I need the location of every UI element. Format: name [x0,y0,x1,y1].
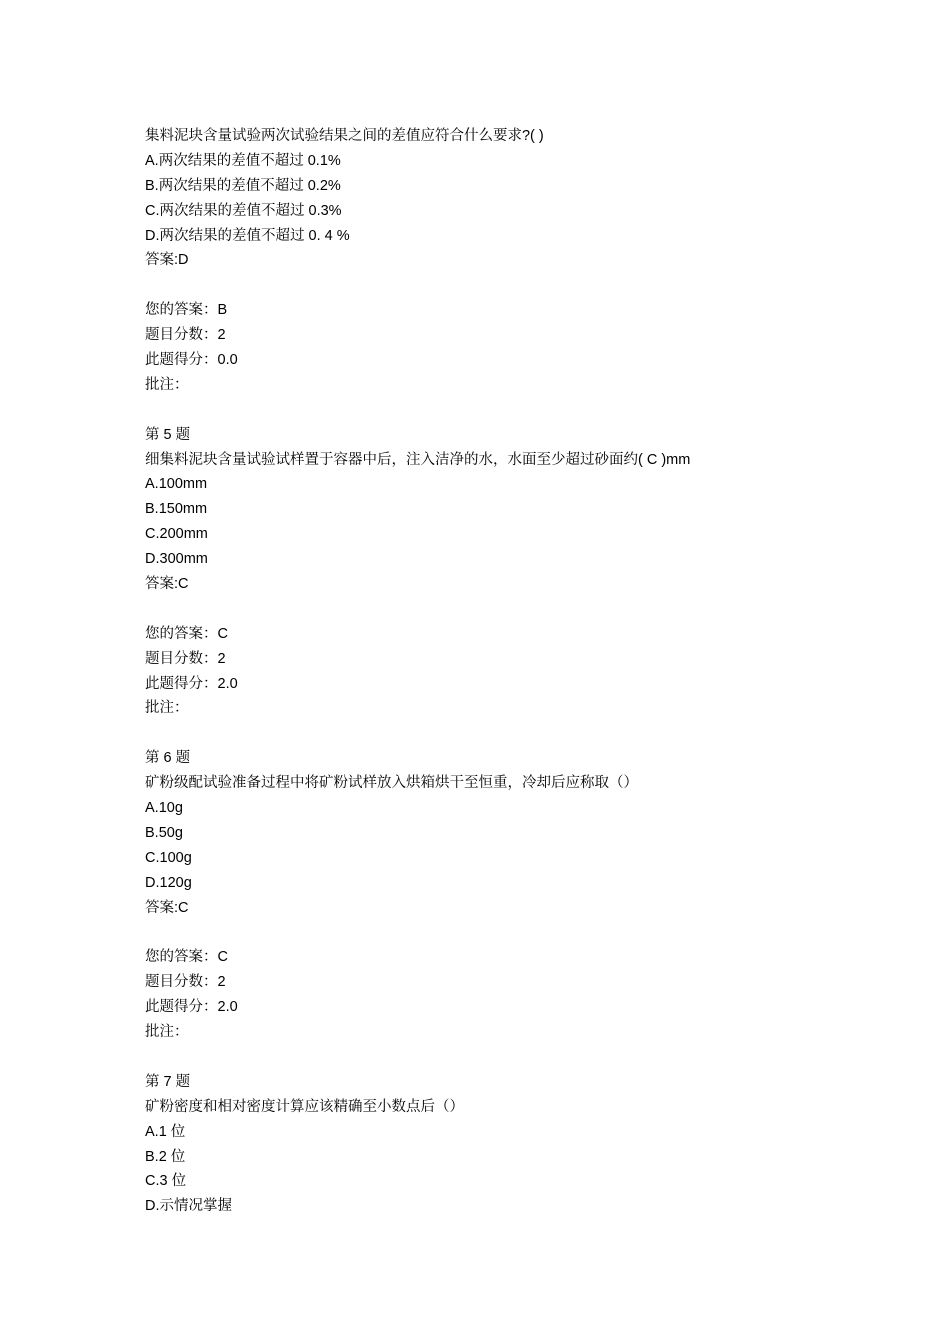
question-score: 题目分数：2 [145,974,226,991]
your-answer: 您的答案：C [145,625,228,642]
question-text: 矿粉密度和相对密度计算应该精确至小数点后（） [145,1098,464,1115]
correct-answer: 答案:C [145,899,189,916]
spacer [145,1045,925,1070]
earned-score: 此题得分：2.0 [145,675,238,692]
option-a: A.1 位 [145,1123,186,1140]
option-a: A.100mm [145,476,208,493]
annotation: 批注： [145,376,189,393]
question-heading: 第 6 题 [145,750,191,767]
option-c: C.3 位 [145,1173,187,1190]
option-d: D.300mm [145,551,208,568]
option-a: A.两次结果的差值不超过 0.1% [145,152,341,169]
spacer [145,273,925,298]
spacer [145,721,925,746]
option-a: A.10g [145,800,183,817]
annotation: 批注： [145,700,189,717]
question-score: 题目分数：2 [145,327,226,344]
option-d: D.示情况掌握 [145,1198,232,1215]
spacer [145,398,925,423]
option-c: C.100g [145,849,192,866]
correct-answer: 答案:D [145,252,189,269]
document-page [145,124,925,1219]
option-b: B.两次结果的差值不超过 0.2% [145,177,341,194]
your-answer: 您的答案：C [145,949,228,966]
question-text: 细集料泥块含量试验试样置于容器中后，注入洁净的水，水面至少超过砂面约( C )mm [145,451,691,468]
option-b: B.50g [145,824,183,841]
question-score: 题目分数：2 [145,650,226,667]
earned-score: 此题得分：0.0 [145,352,238,369]
spacer [145,597,925,622]
question-heading: 第 5 题 [145,426,191,443]
question-text: 矿粉级配试验准备过程中将矿粉试样放入烘箱烘干至恒重，冷却后应称取（） [145,775,638,792]
question-heading: 第 7 题 [145,1073,191,1090]
your-answer: 您的答案：B [145,302,228,319]
option-c: C.200mm [145,526,208,543]
spacer [145,921,925,946]
option-d: D.两次结果的差值不超过 0. 4 % [145,227,350,244]
option-d: D.120g [145,874,192,891]
annotation: 批注： [145,1024,189,1041]
question-text: 集料泥块含量试验两次试验结果之间的差值应符合什么要求?( ) [145,128,544,144]
option-b: B.150mm [145,501,208,518]
earned-score: 此题得分：2.0 [145,999,238,1016]
correct-answer: 答案:C [145,576,189,593]
option-b: B.2 位 [145,1148,186,1165]
option-c: C.两次结果的差值不超过 0.3% [145,202,342,219]
